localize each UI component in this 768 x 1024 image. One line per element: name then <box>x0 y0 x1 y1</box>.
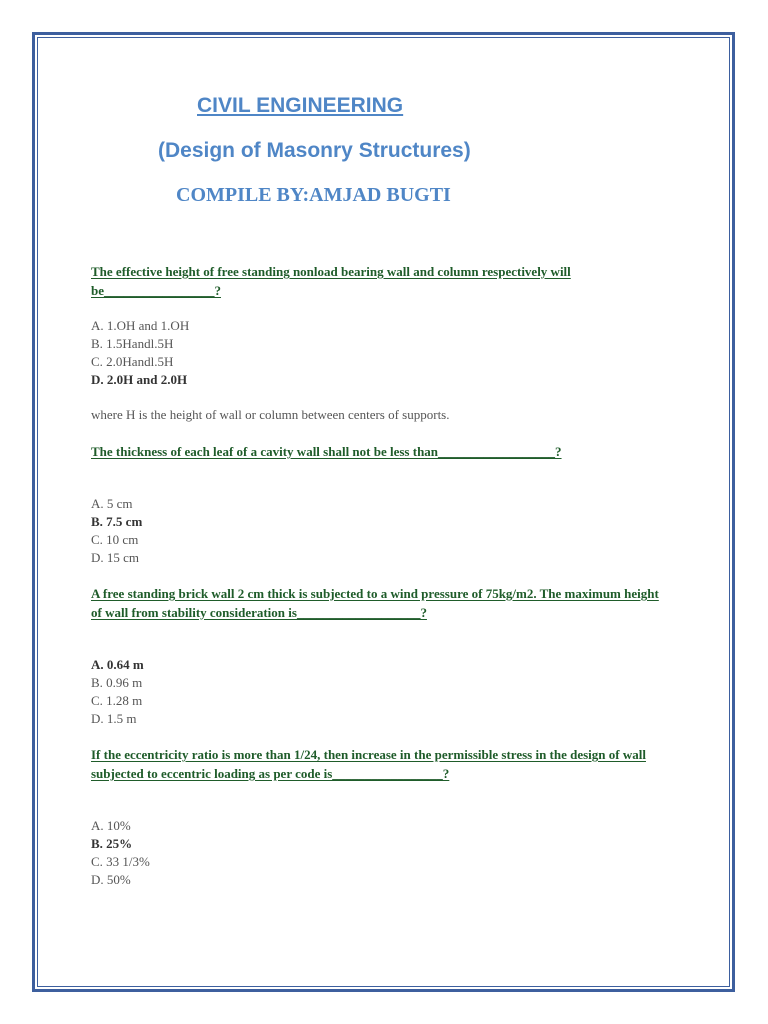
question-2-options <box>91 495 671 567</box>
option: B. 0.96 m <box>91 675 143 690</box>
correct-option: A. 0.64 m <box>91 657 144 672</box>
correct-option: D. 2.0H and 2.0H <box>91 372 188 387</box>
option: A. 10% <box>91 818 131 833</box>
question-list <box>91 262 671 889</box>
correct-option: B. 25% <box>91 836 133 851</box>
question-3-text: A free standing brick wall 2 cm thick is subjected to a wind pressure of 75kg/m2. The maximum height of wall from stability consideration is___________________? <box>91 586 659 620</box>
question-4-text: If the eccentricity ratio is more than 1/24, then increase in the permissible stress in the design of wall subjected to eccentric loading as per code is_________________? <box>91 747 646 781</box>
option: C. 1.28 m <box>91 693 143 708</box>
question-2-text: The thickness of each leaf of a cavity wall shall not be less than__________________? <box>91 444 562 459</box>
option: C. 2.0Handl.5H <box>91 354 174 369</box>
option: D. 15 cm <box>91 550 140 565</box>
question-1-text: The effective height of free standing nonload bearing wall and column respectively will be_________________? <box>91 264 571 298</box>
option: B. 1.5Handl.5H <box>91 336 174 351</box>
question-1-note: where H is the height of wall or column between centers of supports. <box>91 407 450 422</box>
option: D. 1.5 m <box>91 711 137 726</box>
option: C. 10 cm <box>91 532 139 547</box>
correct-option: B. 7.5 cm <box>91 514 143 529</box>
document-title: CIVIL ENGINEERING <box>197 94 404 117</box>
question-4-options <box>91 817 671 889</box>
option: A. 5 cm <box>91 496 133 511</box>
option: D. 50% <box>91 872 131 887</box>
question-3-options <box>91 656 671 728</box>
document-subtitle: (Design of Masonry Structures) <box>158 139 471 162</box>
question-1-options <box>91 317 671 389</box>
option: C. 33 1/3% <box>91 854 150 869</box>
compiler-credit: COMPILE BY:AMJAD BUGTI <box>176 184 451 206</box>
option: A. 1.OH and 1.OH <box>91 318 190 333</box>
